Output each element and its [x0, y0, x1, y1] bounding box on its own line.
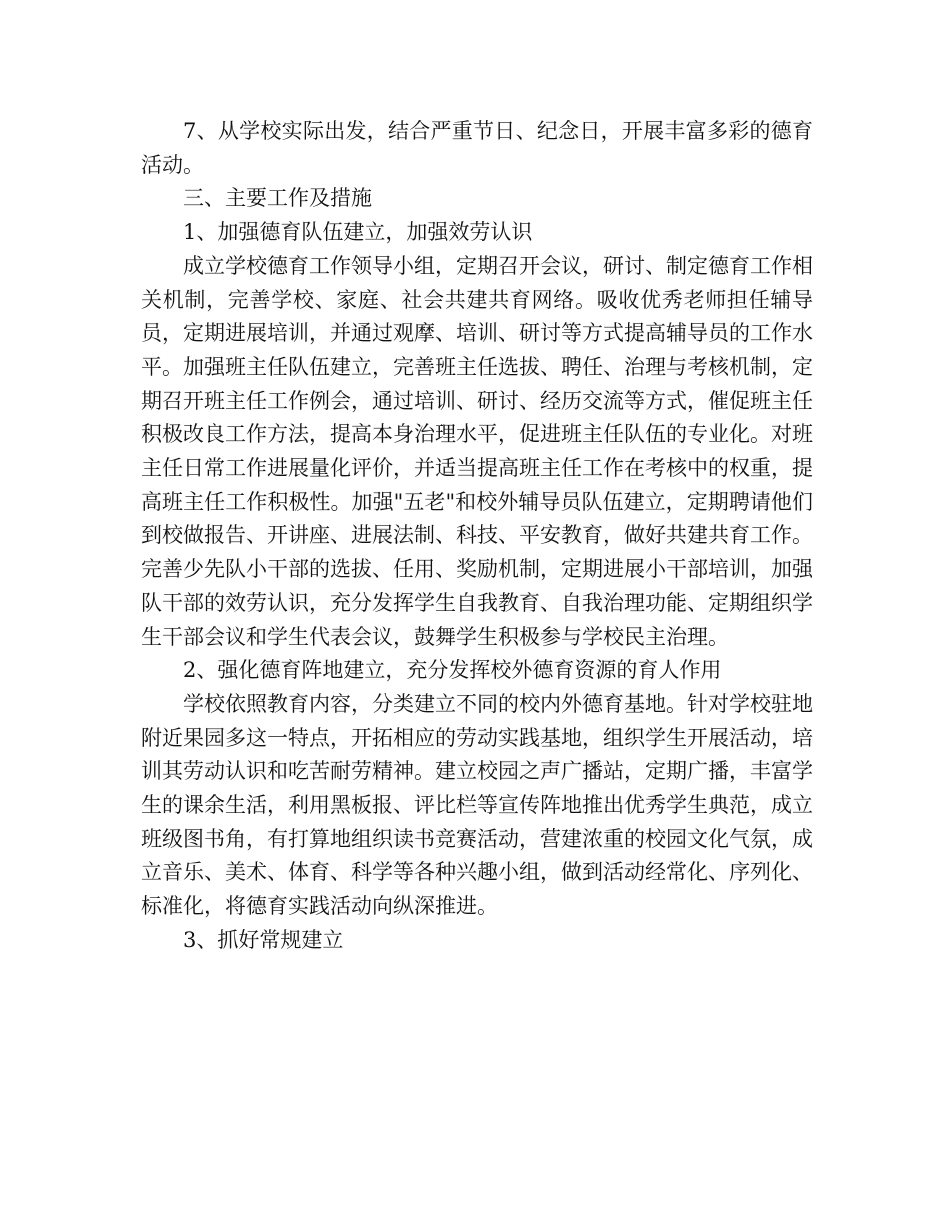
- subheading-team-building: 1、加强德育队伍建立，加强效劳认识: [183, 220, 533, 245]
- paragraph-activities-item-7: 7、从学校实际出发，结合严重节日、纪念日，开展丰富多彩的德育活动。: [141, 119, 813, 177]
- document-body: [141, 115, 813, 958]
- section-heading-main-work: 三、主要工作及措施: [183, 186, 372, 211]
- paragraph-team-building: 成立学校德育工作领导小组，定期召开会议，研讨、制定德育工作相关机制，完善学校、家庭、社会共建共育网络。吸收优秀老师担任辅导员，定期进展培训，并通过观摩、培训、研讨等方式提高辅导员的工作水平。加强班主任队伍建立，完善班主任选拔、聘任、治理与考核机制，定期召开班主任工作例会，通过培训、研讨、经历交流等方式，催促班主任积极改良工作方法，提高本身治理水平，促进班主任队伍的专业化。对班主任日常工作进展量化评价，并适当提高班主任工作在考核中的权重，提高班主任工作积极性。加强"五老"和校外辅导员队伍建立，定期聘请他们到校做报告、开讲座、进展法制、科技、平安教育，做好共建共育工作。完善少先队小干部的选拔、任用、奖励机制，定期进展小干部培训，加强队干部的效劳认识，充分发挥学生自我教育、自我治理功能、定期组织学生干部会议和学生代表会议，鼓舞学生积极参与学校民主治理。: [141, 253, 813, 649]
- subheading-base-building: 2、强化德育阵地建立，充分发挥校外德育资源的育人作用: [183, 658, 722, 683]
- paragraph-base-building: 学校依照教育内容，分类建立不同的校内外德育基地。针对学校驻地附近果园多这一特点，开拓相应的劳动实践基地，组织学生开展活动，培训其劳动认识和吃苦耐劳精神。建立校园之声广播站，定期广播，丰富学生的课余生活，利用黑板报、评比栏等宣传阵地推出优秀学生典范，成立班级图书角，有打算地组织读书竞赛活动，营建浓重的校园文化气氛，成立音乐、美术、体育、科学等各种兴趣小组，做到活动经常化、序列化、标准化，将德育实践活动向纵深推进。: [141, 691, 813, 919]
- subheading-routine-building: 3、抓好常规建立: [183, 927, 344, 952]
